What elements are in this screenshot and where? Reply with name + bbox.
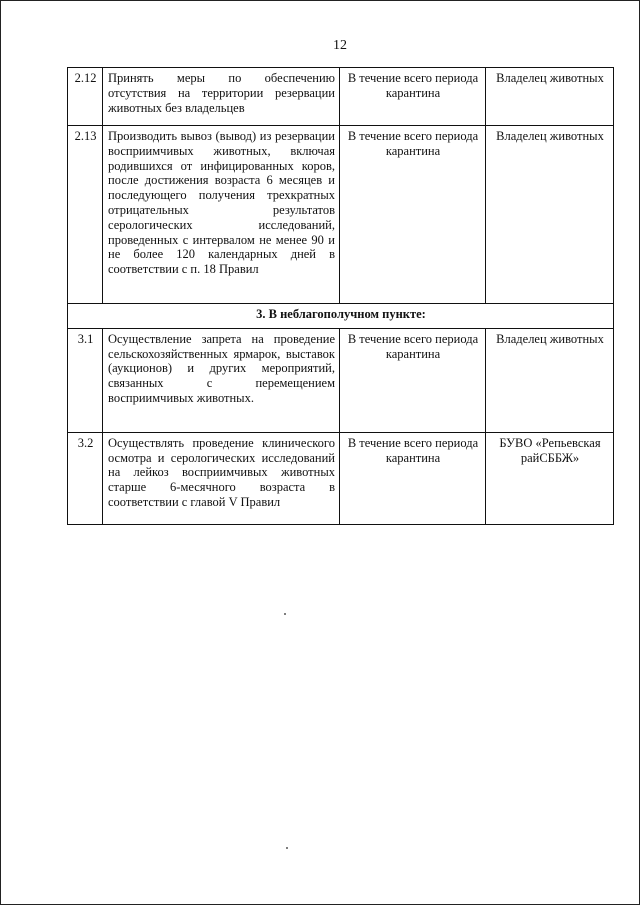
responsible-text: Владелец животных [486, 328, 614, 432]
scan-dot [284, 613, 286, 615]
row-number: 3.2 [68, 432, 103, 524]
row-number: 2.12 [68, 68, 103, 126]
scan-dot [286, 847, 288, 849]
measure-text: Осуществлять проведение клинического осмотра и серологических исследований на лейкоз восприимчивых животных старше 6-месячного возраста в соответствии с главой V Правил [103, 432, 340, 524]
table-row [68, 328, 614, 432]
measure-text: Принять меры по обеспечению отсутствия на территории резервации животных без владельцев [103, 68, 340, 126]
table-row [68, 432, 614, 524]
page-number: 12 [333, 38, 347, 53]
section-header-row [68, 304, 614, 329]
row-number: 3.1 [68, 328, 103, 432]
period-text: В течение всего периода карантина [340, 328, 486, 432]
period-text: В течение всего периода карантина [340, 432, 486, 524]
responsible-text: БУВО «Репьевская райСББЖ» [486, 432, 614, 524]
table-row [68, 68, 614, 126]
measures-table [67, 67, 614, 525]
period-text: В течение всего периода карантина [340, 126, 486, 304]
measure-text: Осуществление запрета на проведение сельскохозяйственных ярмарок, выставок (аукционов) и других мероприятий, связанных с перемещением восприимчивых животных. [103, 328, 340, 432]
responsible-text: Владелец животных [486, 126, 614, 304]
responsible-text: Владелец животных [486, 68, 614, 126]
table-row [68, 126, 614, 304]
measure-text: Производить вывоз (вывод) из резервации восприимчивых животных, включая родившихся от инфицированных коров, после достижения возраста 6 месяцев и последующего получения трехкратных отрицательных результатов серологических исследований, проведенных с интервалом не менее 90 и не более 120 календарных дней в соответствии с п. 18 Правил [103, 126, 340, 304]
row-number: 2.13 [68, 126, 103, 304]
period-text: В течение всего периода карантина [340, 68, 486, 126]
section-title: 3. В неблагополучном пункте: [68, 304, 614, 329]
